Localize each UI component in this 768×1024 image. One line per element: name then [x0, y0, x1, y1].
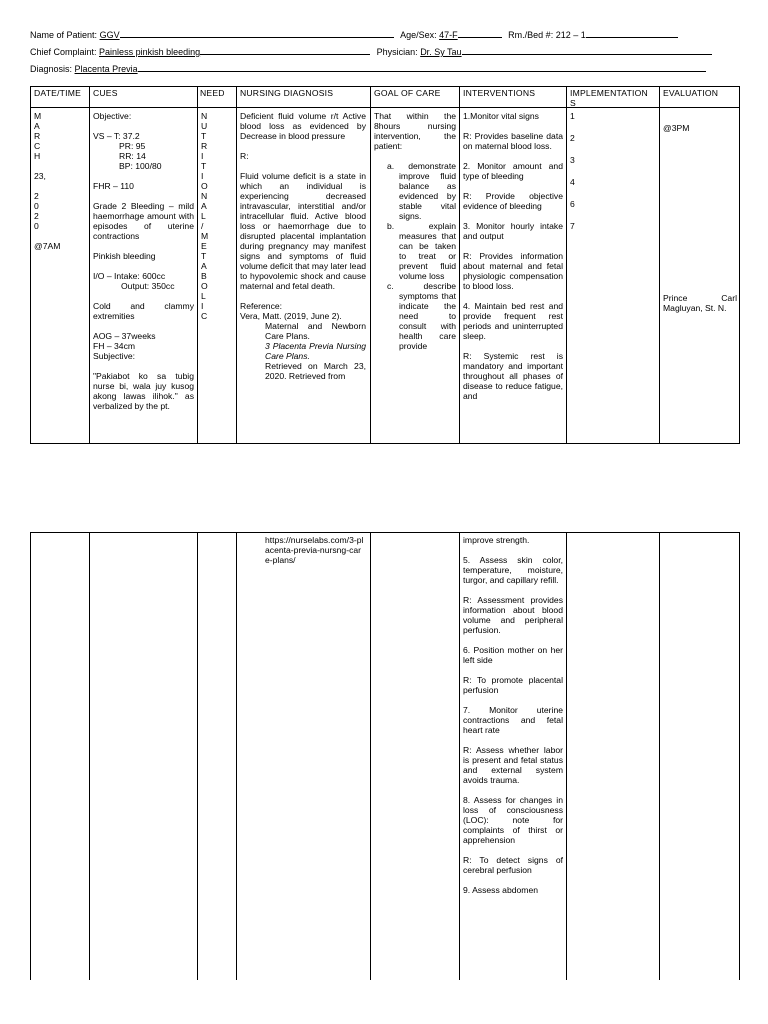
header-evaluation: EVALUATION — [663, 88, 719, 98]
intervention-item: 7. Monitor uterine contractions and fetal heart rate — [463, 705, 563, 735]
date-year-digit: 0 — [34, 221, 39, 231]
intervention-rationale: R: To detect signs of cerebral perfusion — [463, 855, 563, 875]
date-letter: M — [34, 111, 42, 121]
diagnosis-r-label: R: — [240, 151, 249, 161]
complaint-label: Chief Complaint: — [30, 47, 97, 57]
patient-name-line — [120, 29, 394, 38]
care-plan-table-continued — [30, 532, 740, 980]
nursing-diagnosis-cell — [240, 111, 366, 381]
header-date-time: DATE/TIME — [34, 88, 81, 98]
goal-of-care-cell — [374, 111, 456, 351]
need-letter: A — [201, 261, 207, 271]
implementation-number: 1 — [570, 111, 575, 121]
intervention-rationale: R: Provides information about maternal and fetal physiologic compensation to blood loss. — [463, 251, 563, 291]
need-cell — [201, 111, 231, 321]
col-divider — [370, 533, 371, 980]
need-letter: O — [201, 181, 208, 191]
date-letter: C — [34, 141, 41, 151]
cues-intake: I/O – Intake: 600cc — [93, 271, 166, 281]
reference-title-italic: 3 Placenta Previa Nursing Care Plans. — [265, 341, 366, 361]
date-letter: A — [34, 121, 40, 131]
evaluation-time: @3PM — [663, 123, 690, 133]
room-value: 212 – 1 — [555, 30, 586, 40]
intervention-item: 2. Monitor amount and type of bleeding — [463, 161, 563, 181]
header-implementation-label: IMPLEMENTATION — [570, 88, 648, 98]
col-divider — [236, 533, 237, 980]
cues-vs-t: VS – T: 37.2 — [93, 131, 140, 141]
date-letter: R — [34, 131, 41, 141]
need-letter: I — [201, 301, 204, 311]
implementation-number: 7 — [570, 221, 575, 231]
need-letter: N — [201, 111, 208, 121]
reference-author: Vera, Matt. (2019, June 2). — [240, 311, 342, 321]
implementation-number: 4 — [570, 177, 575, 187]
reference-retrieved: Retrieved on March 23, 2020. Retrieved from — [265, 361, 366, 381]
cues-objective-label: Objective: — [93, 111, 132, 121]
care-plan-table — [30, 86, 740, 444]
need-letter: M — [201, 231, 209, 241]
diagnosis-rationale: Fluid volume deficit is a state in which an individual is experiencing decreased intravascular, interstitial and/or intracellular fluid. Active blood loss or haemorrhage due to disrupted placental implantation during pregnancy may manifest signs and symptoms of fluid volume deficit that may later lead to hypovolemic shock and cause maternal and fetal death. — [240, 171, 366, 291]
diagnosis-line — [138, 63, 706, 72]
interventions-cell-continued — [463, 535, 563, 895]
header-need: NEED — [200, 88, 225, 98]
intervention-item: 6. Position mother on her left side — [463, 645, 563, 665]
need-letter: / — [201, 221, 204, 231]
col-divider — [566, 87, 567, 443]
col-divider — [197, 533, 198, 980]
need-letter: I — [201, 151, 204, 161]
cues-quote: "Pakiabot ko sa tubig nurse bi, wala juy kusog akong lawas ilihok." as verbalized by the pt. — [93, 371, 194, 411]
col-divider — [659, 87, 660, 443]
need-letter: T — [201, 131, 207, 141]
date-year-digit: 2 — [34, 191, 39, 201]
need-letter: T — [201, 251, 207, 261]
reference-title: Maternal and Newborn Care Plans. — [265, 321, 366, 341]
need-letter: U — [201, 121, 208, 131]
date-day: 23, — [34, 171, 46, 181]
intervention-item: 8. Assess for changes in loss of consciousness (LOC): note for complaints of thirst or apprehension — [463, 795, 563, 845]
implementation-number: 6 — [570, 199, 575, 209]
evaluation-signature: Prince Carl Magluyan, St. N. — [663, 293, 737, 313]
col-divider — [459, 533, 460, 980]
header-implementation — [570, 88, 662, 108]
implementation-number: 2 — [570, 133, 575, 143]
cues-rr: RR: 14 — [119, 151, 146, 161]
cues-fhr: FHR – 110 — [93, 181, 134, 191]
goal-item: b. explain measures that can be taken to treat or prevent fluid volume loss — [387, 221, 456, 281]
physician-value: Dr. Sy Tau — [420, 47, 462, 57]
intervention-rationale: R: Assessment provides information about blood volume and peripheral perfusion. — [463, 595, 563, 635]
intervention-rationale: R: Provides baseline data on maternal blood loss. — [463, 131, 563, 151]
col-divider — [236, 87, 237, 443]
interventions-cell — [463, 111, 563, 401]
room-line — [586, 29, 678, 38]
header-goal-of-care: GOAL OF CARE — [374, 88, 441, 98]
cues-fh: FH – 34cm — [93, 341, 136, 351]
col-divider — [566, 533, 567, 980]
intervention-item: 3. Monitor hourly intake and output — [463, 221, 563, 241]
need-letter: I — [201, 171, 204, 181]
header-nursing-diagnosis: NURSING DIAGNOSIS — [240, 88, 334, 98]
cues-subjective-label: Subjective: — [93, 351, 136, 361]
patient-info-row — [30, 29, 678, 40]
header-interventions: INTERVENTIONS — [463, 88, 536, 98]
col-divider — [89, 87, 90, 443]
agesex-value: 47-F — [439, 30, 458, 40]
date-letter: H — [34, 151, 41, 161]
patient-label: Name of Patient: — [30, 30, 98, 40]
intervention-item: 5. Assess skin color, temperature, moisture, turgor, and capillary refill. — [463, 555, 563, 585]
diagnosis-row — [30, 63, 706, 74]
intervention-rationale: R: Systemic rest is mandatory and important throughout all phases of disease to reduce fatigue, and — [463, 351, 563, 401]
need-letter: L — [201, 291, 206, 301]
intervention-item: 4. Maintain bed rest and provide frequent rest periods and uninterrupted sleep. — [463, 301, 563, 341]
need-letter: A — [201, 201, 207, 211]
cues-cell — [93, 111, 194, 411]
col-divider — [197, 87, 198, 443]
room-label: Rm./Bed #: — [508, 30, 554, 40]
cues-bp: BP: 100/80 — [119, 161, 162, 171]
agesex-line — [458, 29, 502, 38]
cues-aog: AOG – 37weeks — [93, 331, 156, 341]
cues-pr: PR: 95 — [119, 141, 146, 151]
need-letter: C — [201, 311, 208, 321]
need-letter: O — [201, 281, 208, 291]
intervention-rationale: R: Assess whether labor is present and fetal status and external system avoids trauma. — [463, 745, 563, 785]
col-divider — [659, 533, 660, 980]
intervention-rationale: improve strength. — [463, 535, 530, 545]
intervention-rationale: R: Provide objective evidence of bleeding — [463, 191, 563, 211]
complaint-value: Painless pinkish bleeding — [99, 47, 201, 57]
header-cues: CUES — [93, 88, 118, 98]
physician-line — [462, 46, 712, 55]
cues-clammy: Cold and clammy extremities — [93, 301, 194, 321]
diagnosis-label: Diagnosis: — [30, 64, 73, 74]
intervention-rationale: R: To promote placental perfusion — [463, 675, 563, 695]
need-letter: L — [201, 211, 206, 221]
goal-intro: That within the 8hours nursing intervention, the patient: — [374, 111, 456, 151]
col-divider — [89, 533, 90, 980]
need-letter: N — [201, 191, 208, 201]
date-time-cell — [34, 111, 86, 251]
intervention-item: 9. Assess abdomen — [463, 885, 539, 895]
implementation-number: 3 — [570, 155, 575, 165]
col-divider — [459, 87, 460, 443]
diagnosis-statement: Deficient fluid volume r/t Active blood loss as evidenced by Decrease in blood pressure — [240, 111, 366, 141]
date-year-digit: 0 — [34, 201, 39, 211]
cues-bleeding: Grade 2 Bleeding – mild haemorrhage amount with episodes of uterine contractions — [93, 201, 194, 241]
cues-pinkish: Pinkish bleeding — [93, 251, 156, 261]
physician-label: Physician: — [376, 47, 418, 57]
date-year-digit: 2 — [34, 211, 39, 221]
implementation-cell — [570, 111, 658, 243]
cues-output: Output: 350cc — [121, 281, 175, 291]
need-letter: T — [201, 161, 207, 171]
goal-item: c. describe symptoms that indicate the need to consult with health care provide — [387, 281, 456, 351]
reference-url: https://nurselabs.com/3-placenta-previa-nursng-care-plans/ — [265, 535, 364, 565]
need-letter: E — [201, 241, 207, 251]
header-implementation-wrap: S — [570, 98, 576, 108]
intervention-item: 1.Monitor vital signs — [463, 111, 539, 121]
complaint-line — [200, 46, 370, 55]
patient-name: GGV — [99, 30, 120, 40]
diagnosis-value: Placenta Previa — [74, 64, 138, 74]
need-letter: B — [201, 271, 207, 281]
col-divider — [370, 87, 371, 443]
date-time: @7AM — [34, 241, 61, 251]
complaint-row — [30, 46, 712, 57]
reference-label: Reference: — [240, 301, 283, 311]
need-letter: R — [201, 141, 208, 151]
goal-item: a. demonstrate improve fluid balance as evidenced by stable vital signs. — [387, 161, 456, 221]
agesex-label: Age/Sex: — [400, 30, 437, 40]
